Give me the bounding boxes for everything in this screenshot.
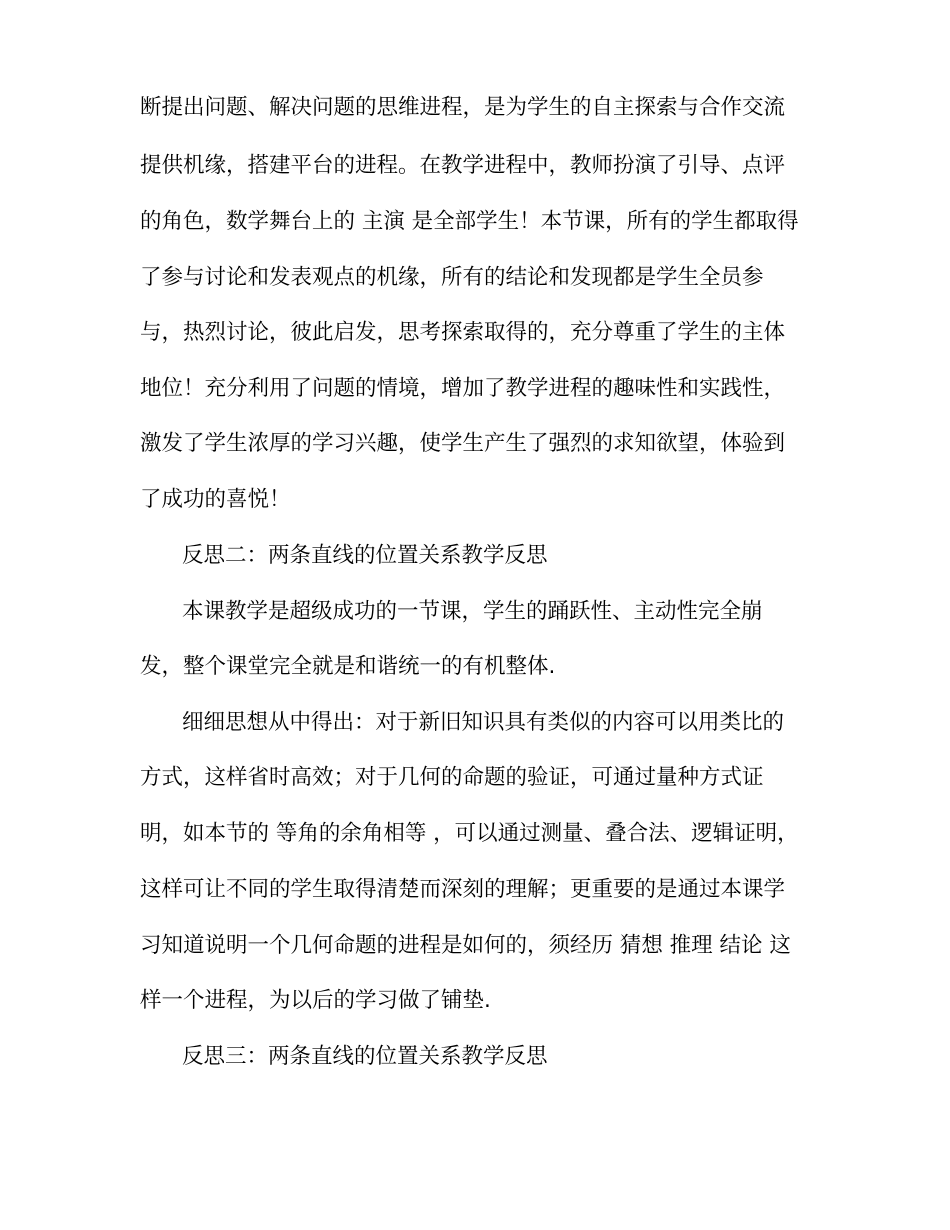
- paragraph-line-17: 样一个进程，为以后的学习做了铺垫.: [140, 988, 491, 1013]
- paragraph-line-11: 发，整个课堂完全就是和谐统一的有机整体.: [140, 654, 556, 679]
- section-heading-reflection-2: 反思二：两条直线的位置关系教学反思: [182, 543, 548, 568]
- paragraph-line-16: 习知道说明一个几何命题的进程是如何的，须经历 猜想 推理 结论 这: [140, 933, 791, 958]
- paragraph-line-7: 激发了学生浓厚的学习兴趣，使学生产生了强烈的求知欲望，体验到: [140, 431, 786, 456]
- paragraph-line-1: 断提出问题、解决问题的思维进程，是为学生的自主探索与合作交流: [140, 95, 786, 120]
- paragraph-line-15: 这样可让不同的学生取得清楚而深刻的理解；更重要的是通过本课学: [140, 877, 786, 902]
- paragraph-line-3: 的角色，数学舞台上的 主演 是全部学生！本节课，所有的学生都取得: [140, 209, 799, 234]
- paragraph-line-6: 地位！充分利用了问题的情境，增加了教学进程的趣味性和实践性，: [140, 376, 786, 401]
- paragraph-line-10: 本课教学是超级成功的一节课，学生的踊跃性、主动性完全崩: [182, 599, 763, 624]
- paragraph-line-13: 方式，这样省时高效；对于几何的命题的验证，可通过量种方式证: [140, 765, 764, 790]
- paragraph-line-2: 提供机缘，搭建平台的进程。在教学进程中，教师扮演了引导、点评: [140, 153, 786, 178]
- paragraph-line-8: 了成功的喜悦！: [140, 487, 291, 512]
- paragraph-line-4: 了参与讨论和发表观点的机缘，所有的结论和发现都是学生全员参: [140, 265, 764, 290]
- section-heading-reflection-3: 反思三：两条直线的位置关系教学反思: [182, 1044, 548, 1069]
- paragraph-line-5: 与，热烈讨论，彼此启发，思考探索取得的，充分尊重了学生的主体: [140, 320, 786, 345]
- paragraph-line-12: 细细思想从中得出：对于新旧知识具有类似的内容可以用类比的: [182, 710, 785, 735]
- paragraph-line-14: 明，如本节的 等角的余角相等 ，可以通过测量、叠合法、逻辑证明，: [140, 821, 799, 846]
